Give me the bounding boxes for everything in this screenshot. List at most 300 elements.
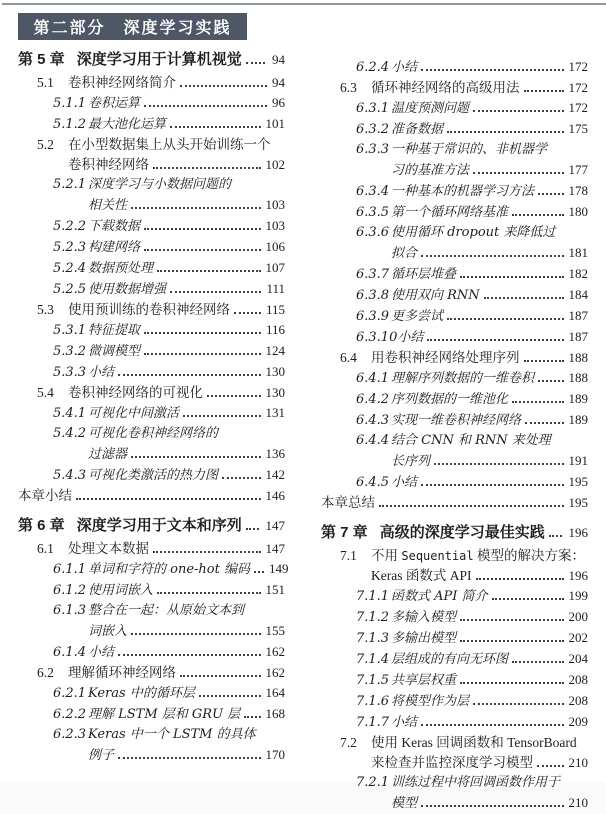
page-number: 210 <box>568 755 588 770</box>
dot-leader <box>246 528 259 530</box>
dot-leader <box>153 551 261 553</box>
toc-entry <box>18 559 289 580</box>
toc-entry-line <box>18 559 289 580</box>
entry-number: 6.3.3 <box>356 142 390 157</box>
toc-entry-line <box>18 642 285 663</box>
toc-entry-line <box>18 403 285 424</box>
toc-entry <box>321 140 588 181</box>
page-number: 103 <box>265 218 285 233</box>
dot-leader <box>460 640 563 642</box>
toc-entry-line <box>321 181 588 202</box>
entry-number: 6.2.2 <box>53 707 87 722</box>
entry-title: 准备数据 <box>391 122 444 137</box>
toc-entry <box>18 383 285 403</box>
entry-title: 一种基于常识的、非机器学 <box>391 142 548 157</box>
toc-entry-line <box>18 621 285 642</box>
entry-title: 将模型作为层 <box>391 694 470 709</box>
entry-title: 卷积神经网络 <box>68 157 149 172</box>
page-number: 131 <box>265 405 285 420</box>
toc-entry-line <box>321 119 588 140</box>
entry-number: 5.2 <box>37 137 54 152</box>
entry-title: 下载数据 <box>88 219 141 234</box>
page-number: 101 <box>265 116 285 131</box>
page-number: 181 <box>568 245 588 260</box>
entry-number: 6.3.8 <box>356 288 390 303</box>
entry-title: 特征提取 <box>88 323 141 338</box>
toc-entry-line <box>18 73 285 93</box>
entry-number: 7.1.7 <box>356 715 390 730</box>
entry-number: 6.3.4 <box>356 184 390 199</box>
toc-entry-line <box>18 114 285 135</box>
page-number: 102 <box>265 157 285 172</box>
page-number: 149 <box>268 561 289 576</box>
toc-entry-line <box>321 691 588 712</box>
dot-leader <box>118 374 260 376</box>
entry-title: 小结 <box>391 715 418 730</box>
dot-leader <box>131 207 260 209</box>
entry-number: 7.1.2 <box>356 610 390 625</box>
toc-entry-line <box>321 451 588 472</box>
dot-leader <box>144 228 260 230</box>
dot-leader <box>76 498 261 500</box>
toc-entry-line <box>321 202 588 223</box>
entry-number: 6.3.1 <box>356 101 390 116</box>
dot-leader <box>183 415 260 417</box>
entry-number: 7.2.1 <box>356 775 390 790</box>
page-number: 164 <box>265 685 285 700</box>
page-number: 208 <box>568 672 588 687</box>
toc-entry-line <box>321 566 588 586</box>
toc-entry-line <box>321 793 588 814</box>
toc-entry-line <box>321 140 588 160</box>
dot-leader <box>118 654 260 656</box>
entry-number: 6.3.10 <box>356 330 398 345</box>
page-number: 147 <box>265 541 285 556</box>
dot-leader <box>492 598 564 600</box>
page-number: 187 <box>568 308 588 323</box>
dot-leader <box>447 318 563 320</box>
entry-title: 可视化类激活的热力图 <box>88 468 219 483</box>
toc-entry <box>321 119 588 140</box>
toc-entry <box>18 237 285 258</box>
toc-entry <box>321 546 588 586</box>
page-number: 106 <box>265 239 285 254</box>
entry-number: 7.1.6 <box>356 694 390 709</box>
toc-entry <box>321 264 588 285</box>
toc-entry-line <box>321 98 588 119</box>
dot-leader <box>421 724 563 726</box>
entry-number: 6.3.5 <box>356 205 390 220</box>
dot-leader <box>157 592 260 594</box>
entry-number: 5.3.3 <box>53 365 87 380</box>
dot-leader <box>434 463 563 465</box>
dot-leader <box>512 661 563 663</box>
entry-number: 6.4.5 <box>356 475 390 490</box>
toc-entry-line <box>321 389 588 410</box>
entry-number: 6.3.2 <box>356 122 390 137</box>
toc-entry-line <box>18 383 285 403</box>
dot-leader <box>427 339 563 341</box>
page-number: 136 <box>265 446 285 461</box>
entry-title: 多输入模型 <box>391 610 457 625</box>
dot-leader <box>537 765 564 767</box>
toc-entry <box>321 712 588 733</box>
toc-entry <box>18 175 285 216</box>
toc-entry <box>18 424 285 465</box>
entry-number: 6.1 <box>37 541 54 556</box>
entry-title: 循环层堆叠 <box>391 267 457 282</box>
toc-entry <box>321 670 588 691</box>
dot-leader <box>170 126 260 128</box>
toc-entry-line <box>18 237 285 258</box>
entry-number: 7.1.4 <box>356 652 390 667</box>
toc-entry-line <box>321 670 588 691</box>
entry-title: 用卷积神经网络处理序列 <box>371 350 520 365</box>
page-number: 172 <box>568 80 588 95</box>
toc-entry <box>18 683 285 704</box>
entry-title: 整合在一起：从原始文本到 <box>88 603 245 618</box>
toc-entry <box>18 725 285 766</box>
toc-entry-line <box>321 712 588 733</box>
entry-title: 实现一维卷积神经网络 <box>391 413 522 428</box>
entry-number: 5.1.1 <box>53 96 87 111</box>
toc-entry <box>321 607 588 628</box>
toc-entry-line <box>18 49 285 70</box>
toc-entry <box>18 73 285 93</box>
chapter-title: 深度学习用于计算机视觉 <box>76 51 242 68</box>
entry-number: 5.4.1 <box>53 406 87 421</box>
toc-entry <box>321 223 588 264</box>
entry-title: 相关性 <box>88 198 128 213</box>
toc-entry-line <box>321 348 588 368</box>
entry-title: 模型 <box>391 796 418 811</box>
entry-number: 5.2.3 <box>53 240 87 255</box>
entry-number: 6.2.4 <box>356 60 390 75</box>
toc-entry <box>18 601 285 642</box>
toc-entry <box>321 202 588 223</box>
toc-entry <box>321 586 588 607</box>
page-number: 111 <box>266 281 285 296</box>
entry-title: 构建网络 <box>88 240 141 255</box>
entry-number: 6.1.3 <box>53 603 87 618</box>
toc-entry <box>18 279 285 300</box>
toc-entry-line <box>18 155 285 175</box>
entry-title: 函数式 API 简介 <box>391 589 488 604</box>
dot-leader <box>234 312 261 314</box>
page-number: 204 <box>568 651 588 666</box>
toc-entry-line <box>18 745 285 766</box>
dot-leader <box>131 456 260 458</box>
toc-entry-line <box>321 628 588 649</box>
page-number: 199 <box>568 588 588 603</box>
dot-leader <box>153 167 261 169</box>
page-number: 116 <box>265 322 285 337</box>
page-number: 196 <box>568 568 588 583</box>
toc-entry-line <box>321 649 588 670</box>
toc-entry-line <box>321 223 588 243</box>
toc-entry-line <box>18 683 285 704</box>
dot-leader <box>131 633 260 635</box>
chapter-title: 深度学习用于文本和序列 <box>76 517 242 534</box>
entry-title: 多输出模型 <box>391 631 457 646</box>
toc-entry-line <box>18 601 285 621</box>
toc-entry-line <box>321 431 588 451</box>
toc-entry-line <box>18 424 285 444</box>
page-number: 172 <box>568 100 588 115</box>
entry-number: 7.1 <box>340 548 357 563</box>
toc-entry <box>18 539 285 559</box>
page-number: 151 <box>265 582 285 597</box>
entry-number: 5.3.2 <box>53 344 87 359</box>
page-number: 191 <box>568 453 588 468</box>
entry-title: 本章总结 <box>321 495 375 510</box>
toc-entry <box>321 348 588 368</box>
toc-entry-line <box>321 285 588 306</box>
entry-number: 6.1.1 <box>53 562 87 577</box>
toc-entry <box>321 733 588 773</box>
entry-number: 6.2.1 <box>53 686 87 701</box>
page-number: 155 <box>265 623 285 638</box>
toc-entry-line <box>321 773 588 793</box>
page-number: 162 <box>265 665 285 680</box>
toc-entry <box>321 285 588 306</box>
dot-leader <box>180 85 267 87</box>
entry-title: 使用数据增强 <box>88 282 167 297</box>
toc-entry <box>18 49 285 70</box>
entry-title: 词嵌入 <box>88 624 128 639</box>
entry-title: 本章小结 <box>18 488 72 503</box>
dot-leader <box>473 110 563 112</box>
toc-entry-line <box>18 93 285 114</box>
toc-entry-line <box>321 243 588 264</box>
toc-entry-line <box>321 493 588 513</box>
toc-entry <box>321 368 588 389</box>
dot-leader <box>524 90 564 92</box>
toc-entry <box>321 522 588 543</box>
toc-entry <box>18 93 285 114</box>
dot-leader <box>118 757 260 759</box>
entry-title: 卷积神经网络的可视化 <box>68 385 203 400</box>
entry-title: 微调模型 <box>88 344 141 359</box>
toc-entry <box>18 114 285 135</box>
toc-entry-line <box>18 135 285 155</box>
toc-entry <box>321 389 588 410</box>
entry-title: 小结 <box>88 365 115 380</box>
dot-leader <box>254 571 264 573</box>
dot-leader <box>180 675 261 677</box>
dot-leader <box>447 131 563 133</box>
page-number: 162 <box>265 644 285 659</box>
dot-leader <box>421 69 563 71</box>
entry-title <box>371 546 585 566</box>
toc-entry-line <box>321 733 588 753</box>
page-number: 175 <box>568 121 588 136</box>
entry-title: 单词和字符的 one-hot 编码 <box>88 562 250 577</box>
toc-entry <box>321 649 588 670</box>
entry-title: 使用预训练的卷积神经网络 <box>68 302 230 317</box>
toc-column-left <box>18 10 289 814</box>
page-number: 187 <box>568 329 588 344</box>
entry-title: 结合 CNN 和 RNN 来处理 <box>391 433 551 448</box>
page-number: 115 <box>265 302 285 317</box>
dot-leader <box>460 682 563 684</box>
entry-title: 一种基本的机器学习方法 <box>391 184 535 199</box>
page-number: 195 <box>568 474 588 489</box>
dot-leader <box>144 249 260 251</box>
dot-leader <box>222 477 260 479</box>
dot-leader <box>244 716 260 718</box>
part-header-banner <box>18 13 247 40</box>
entry-title: 训练过程中将回调函数作用于 <box>391 775 561 790</box>
dot-leader <box>144 353 260 355</box>
toc-entry-line <box>18 725 285 745</box>
page-number: 178 <box>568 183 588 198</box>
dot-leader <box>538 193 563 195</box>
toc-entry <box>18 320 285 341</box>
toc-entry <box>18 465 285 486</box>
page-number: 147 <box>265 518 285 533</box>
page-number: 130 <box>265 364 285 379</box>
toc-entry <box>18 515 285 536</box>
entry-title: 拟合 <box>391 246 418 261</box>
toc-entry-line <box>321 160 588 181</box>
toc-entry-line <box>18 341 285 362</box>
page-number: 195 <box>568 495 588 510</box>
entry-number: 5.2.5 <box>53 282 87 297</box>
toc-entry-line <box>18 362 285 383</box>
dot-leader <box>549 535 562 537</box>
code-text: Sequential <box>401 549 474 563</box>
entry-title: 卷积运算 <box>88 96 141 111</box>
entry-title: 理解循环神经网络 <box>68 665 176 680</box>
dot-leader <box>538 380 563 382</box>
page-number: 130 <box>265 385 285 400</box>
entry-number: 第 5 章 <box>18 51 65 68</box>
toc-entry-line <box>321 410 588 431</box>
entry-title: 来检查并监控深度学习模型 <box>371 755 533 770</box>
entry-number: 第 6 章 <box>18 517 65 534</box>
entry-title: Keras 中一个 LSTM 的具体 <box>88 727 256 742</box>
entry-title: 更多尝试 <box>391 309 444 324</box>
chapter-title: 高级的深度学习最佳实践 <box>379 524 545 541</box>
toc-entry <box>18 663 285 683</box>
dot-leader <box>421 484 563 486</box>
entry-number: 6.2.3 <box>53 727 87 742</box>
toc-entry-line <box>321 78 588 98</box>
page-top-rule <box>2 3 606 5</box>
dot-leader <box>144 332 261 334</box>
page-number: 172 <box>568 59 588 74</box>
page-number: 210 <box>568 795 588 810</box>
toc-entry <box>321 410 588 431</box>
entry-number: 5.4 <box>37 385 54 400</box>
toc-entry-line <box>321 264 588 285</box>
toc-entry <box>321 78 588 98</box>
entry-title: 小结 <box>88 645 115 660</box>
toc-entry-line <box>321 753 588 773</box>
toc-entry <box>321 181 588 202</box>
page-number: 180 <box>568 204 588 219</box>
toc-column-right <box>321 10 588 814</box>
toc-entry <box>321 327 588 348</box>
toc-entry <box>18 403 285 424</box>
entry-number: 6.3.9 <box>356 309 390 324</box>
page-number: 170 <box>265 747 285 762</box>
page-number: 202 <box>568 630 588 645</box>
entry-number: 7.1.3 <box>356 631 390 646</box>
entry-title: 使用循环 dropout 来降低过 <box>391 225 556 240</box>
dot-leader <box>512 214 563 216</box>
page-number: 189 <box>568 412 588 427</box>
entry-number: 6.4.3 <box>356 413 390 428</box>
entry-number: 第 7 章 <box>321 524 368 541</box>
toc-entry-line <box>18 195 285 216</box>
page-number: 200 <box>568 609 588 624</box>
dot-leader <box>170 291 261 293</box>
entry-number: 5.4.3 <box>53 468 87 483</box>
toc-entry <box>18 258 285 279</box>
toc-entry-line <box>18 465 285 486</box>
entry-title: 数据预处理 <box>88 261 154 276</box>
page-number: 124 <box>265 343 285 358</box>
entry-number: 5.3 <box>37 302 54 317</box>
entry-number: 6.4 <box>340 350 357 365</box>
entry-title: 在小型数据集上从头开始训练一个 <box>68 137 271 152</box>
entry-title: 习的基准方法 <box>391 163 470 178</box>
dot-leader <box>525 422 563 424</box>
dot-leader <box>144 105 267 107</box>
dot-leader <box>157 270 260 272</box>
entry-title: 过滤器 <box>88 447 128 462</box>
entry-number: 5.2.1 <box>53 177 87 192</box>
entry-title: 使用 Keras 回调函数和 TensorBoard <box>371 735 577 750</box>
entry-number: 6.2 <box>37 665 54 680</box>
toc-entry-line <box>18 486 285 506</box>
toc-entry-line <box>321 368 588 389</box>
toc-entry <box>321 691 588 712</box>
entry-number: 5.2.2 <box>53 219 87 234</box>
entry-title: 序列数据的一维池化 <box>391 392 509 407</box>
entry-title: 深度学习与小数据问题的 <box>88 177 232 192</box>
toc-entry-line <box>321 306 588 327</box>
toc-entry-line <box>18 515 285 536</box>
entry-title: 理解 LSTM 层和 GRU 层 <box>88 707 241 722</box>
page-number: 107 <box>265 260 285 275</box>
entry-title: 可视化卷积神经网络的 <box>88 426 219 441</box>
page-number: 168 <box>265 706 285 721</box>
toc-entry <box>321 306 588 327</box>
toc-entry-line <box>18 175 285 195</box>
toc-entry-line <box>18 704 285 725</box>
toc-entry-line <box>18 258 285 279</box>
page-number: 142 <box>265 467 285 482</box>
page-number: 184 <box>568 287 588 302</box>
entry-number: 7.2 <box>340 735 357 750</box>
entry-number: 6.3 <box>340 80 357 95</box>
entry-number: 5.2.4 <box>53 261 87 276</box>
dot-leader <box>207 395 261 397</box>
toc-entry <box>321 493 588 513</box>
entry-number: 6.1.2 <box>53 583 87 598</box>
entry-title: Keras 中的循环层 <box>88 686 195 701</box>
entry-title: 第一个循环网络基准 <box>391 205 509 220</box>
entry-number: 5.1 <box>37 75 54 90</box>
dot-leader <box>512 401 563 403</box>
toc-entry <box>18 704 285 725</box>
dot-leader <box>473 703 563 705</box>
page-number: 209 <box>568 714 588 729</box>
entry-title: 共享层权重 <box>391 673 457 688</box>
